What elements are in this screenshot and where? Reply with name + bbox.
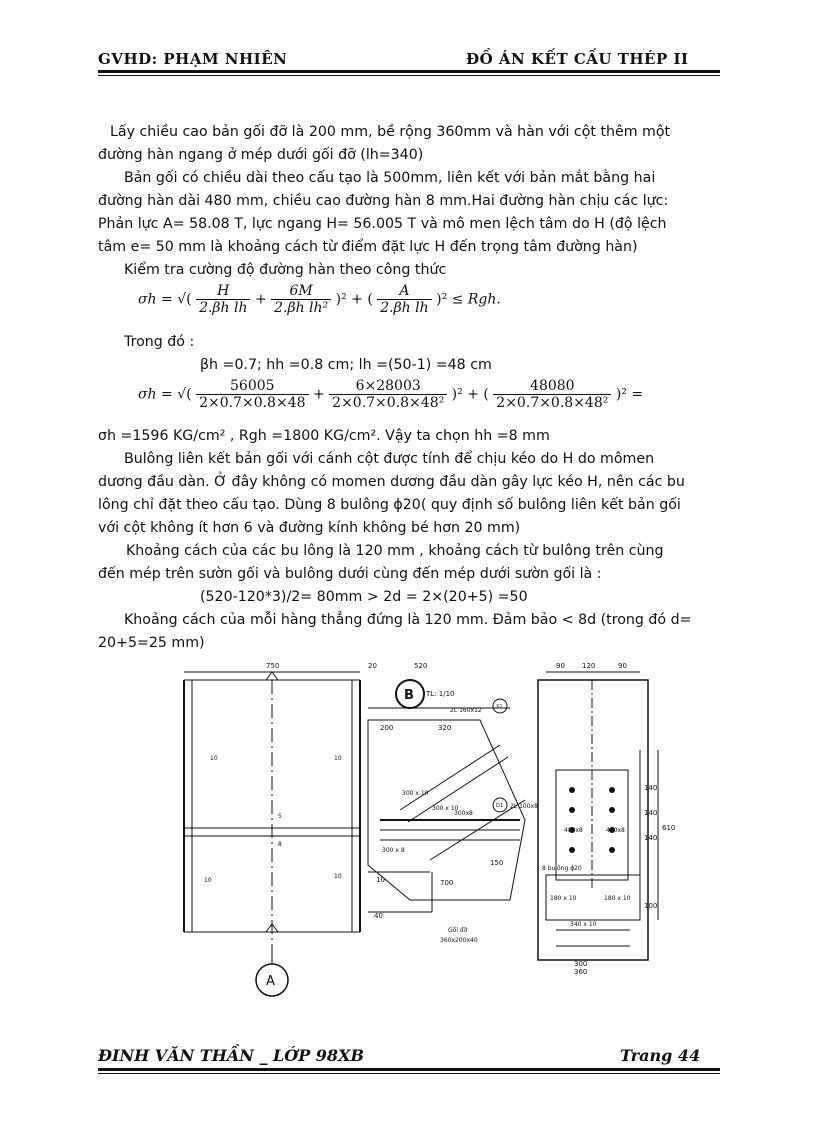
result: σh =1596 KG/cm² , Rgh =1800 KG/cm². Vậy ta chọn hh =8 mm: [98, 428, 550, 444]
marker-b-label: B: [404, 688, 414, 703]
scale-label: TL: 1/10: [426, 690, 455, 698]
dim-520: 520: [414, 662, 428, 670]
col-8: 8: [278, 841, 282, 848]
dim-140b: 140: [644, 809, 658, 817]
dim-40: 40: [374, 912, 383, 920]
para-5-line-1: Bulông liên kết bản gối với cánh cột được tính để chịu kéo do H do mômen: [124, 451, 655, 467]
support-size: 360x200x40: [440, 937, 478, 944]
col-10-a: 10: [210, 755, 218, 762]
parameters: βh =0.7; hh =0.8 cm; lh =(50-1) =48 cm: [200, 357, 492, 373]
page-number: Trang 44: [620, 1046, 701, 1065]
weld-180x10-a: 180 x 10: [550, 895, 577, 902]
weld-480x8-b: 480x8: [606, 827, 625, 834]
para-1-line-2: đường hàn ngang ở mép dưới gối đỡ (lh=340): [98, 147, 424, 163]
para-6-line-1: Khoảng cách của các bu lông là 120 mm , khoảng cách từ bulông trên cùng: [126, 543, 664, 559]
x1-tag: X1: [496, 704, 503, 710]
dim-100: 100: [644, 902, 658, 910]
marker-a-label: A: [266, 974, 275, 989]
dim-200: 200: [380, 724, 394, 732]
dim-120: 120: [582, 662, 596, 670]
para-2-line-3: Phản lực A= 58.08 T, lực ngang H= 56.005 T và mô men lệch tâm do H (độ lệch: [98, 216, 667, 232]
dim-10: 10: [376, 876, 385, 884]
weld-340x10: 340 x 10: [570, 921, 597, 928]
para-5-line-4: với cột không ít hơn 6 và đường kính không bé hơn 20 mm): [98, 520, 521, 536]
calc-n1: 56005: [196, 378, 308, 395]
para-2-line-1: Bản gối có chiều dài theo cấu tạo là 500mm, liên kết với bản mắt bằng hai: [124, 170, 656, 186]
x1-spec: 2L 160x12: [450, 707, 482, 714]
para-2-line-2: đường hàn dài 480 mm, chiều cao đường hàn 8 mm.Hai đường hàn chịu các lực:: [98, 193, 669, 209]
dim-700: 700: [440, 879, 454, 887]
weld-calculation: σh = √( $\frac{56005}{2\times 0.7\times 0.8\times 48}$ + $\frac{6\times 28003}{\text{2×0.7×0.8×48²}}$ )² + ( $\frac{48080}{\text{2×0.7×0.8×48²}}$ )² =: [138, 378, 644, 411]
dim-90a: 90: [556, 662, 565, 670]
dim-750: 750: [266, 662, 280, 670]
calc-n2: 6×28003: [329, 378, 447, 395]
para-6-line-3: (520-120*3)/2= 80mm > 2d = 2×(20+5) =50: [200, 589, 528, 605]
para-2-line-4: tâm e= 50 mm là khoảng cách từ điểm đặt lực H đến trọng tâm đường hàn): [98, 239, 638, 255]
weld-300x8: 300x8: [454, 810, 473, 817]
column-right-section: [538, 672, 658, 960]
formula-t3-num: A: [377, 283, 431, 300]
dim-360: 360: [574, 968, 588, 976]
para-4: Trong đó :: [124, 334, 195, 350]
calc-d2: 2×0.7×0.8×48²: [332, 395, 445, 411]
gusset-plate: [368, 680, 525, 912]
support-label: Gối đỡ: [448, 927, 468, 934]
para-5-line-2: dương đầu dàn. Ở đây không có momen dương đầu dàn gây lực kéo H, nên các bu: [98, 474, 685, 490]
col-10-d: 10: [334, 873, 342, 880]
weld-300x8-b: 300 x 8: [382, 847, 405, 854]
dim-320: 320: [438, 724, 452, 732]
para-3: Kiểm tra cường độ đường hàn theo công thức: [124, 262, 447, 278]
calc-d3: 2×0.7×0.8×48²: [496, 395, 609, 411]
calc-eq: =: [631, 386, 644, 403]
formula-t2-den: 2.βh lh²: [274, 300, 329, 316]
para-7-line-1: Khoảng cách của mỗi hàng thẳng đứng là 120 mm. Đảm bảo < 8d (trong đó d=: [124, 612, 692, 628]
para-6-line-2: đến mép trên sườn gối và bulông dưới cùng đến mép dưới sườn gối là :: [98, 566, 602, 582]
calc-lhs: σh: [138, 386, 157, 403]
header-rule-thin: [98, 75, 720, 76]
formula-rhs: ≤ Rgh.: [451, 291, 501, 308]
footer-rule-thin: [98, 1073, 720, 1074]
calc-n3: 48080: [493, 378, 611, 395]
dim-150: 150: [490, 859, 504, 867]
weld-300x10-a: 300 x 10: [402, 790, 429, 797]
para-1-line-1: Lấy chiều cao bản gối đỡ là 200 mm, bề rộng 360mm và hàn với cột thêm một: [110, 124, 671, 140]
formula-t2-num: 6M: [271, 283, 331, 300]
d1-tag: D1: [496, 803, 504, 809]
footer-rule-thick: [98, 1068, 720, 1071]
dim-140c: 140: [644, 834, 658, 842]
dim-90b: 90: [618, 662, 627, 670]
weld-300x10-b: 300 x 10: [432, 805, 459, 812]
footer-left: ĐINH VĂN THẦN _ LỚP 98XB: [98, 1046, 364, 1065]
weld-formula: σh = √( $\frac{H}{\text{2.βh lh}}$ + $\frac{6M}{\text{2.βh lh²}}$ )² + ( $\frac{A}{\text{2.βh lh}}$ )² ≤ Rgh.: [138, 283, 501, 316]
weld-180x10-b: 180 x 10: [604, 895, 631, 902]
dim-20: 20: [368, 662, 377, 670]
dim-610: 610: [662, 824, 676, 832]
formula-t1-den: 2.βh lh: [199, 300, 248, 316]
col-10-c: 10: [204, 877, 212, 884]
para-7-line-2: 20+5=25 mm): [98, 635, 205, 651]
col-5: 5: [278, 813, 282, 820]
connection-drawing: [170, 650, 700, 1010]
header-rule-thick: [98, 70, 720, 73]
col-10-b: 10: [334, 755, 342, 762]
para-5-line-3: lông chỉ đặt theo cấu tạo. Dùng 8 bulông ϕ20( quy định số bulông liên kết bản gối: [98, 497, 681, 513]
d1-spec: 2L 100x8: [510, 803, 538, 810]
dim-300: 300: [574, 960, 588, 968]
calc-d1: 2×0.7×0.8×48: [199, 395, 306, 411]
dim-140a: 140: [644, 784, 658, 792]
formula-lhs: σh: [138, 291, 157, 308]
header-right: ĐỒ ÁN KẾT CẤU THÉP II: [466, 50, 689, 68]
bolt-spec: 8 bulông ϕ20: [542, 865, 582, 872]
formula-t1-num: H: [196, 283, 250, 300]
header-left: GVHD: PHẠM NHIÊN: [98, 50, 288, 68]
weld-480x8-a: 480x8: [564, 827, 583, 834]
formula-t3-den: 2.βh lh: [380, 300, 429, 316]
column-left-elevation: [184, 672, 360, 996]
